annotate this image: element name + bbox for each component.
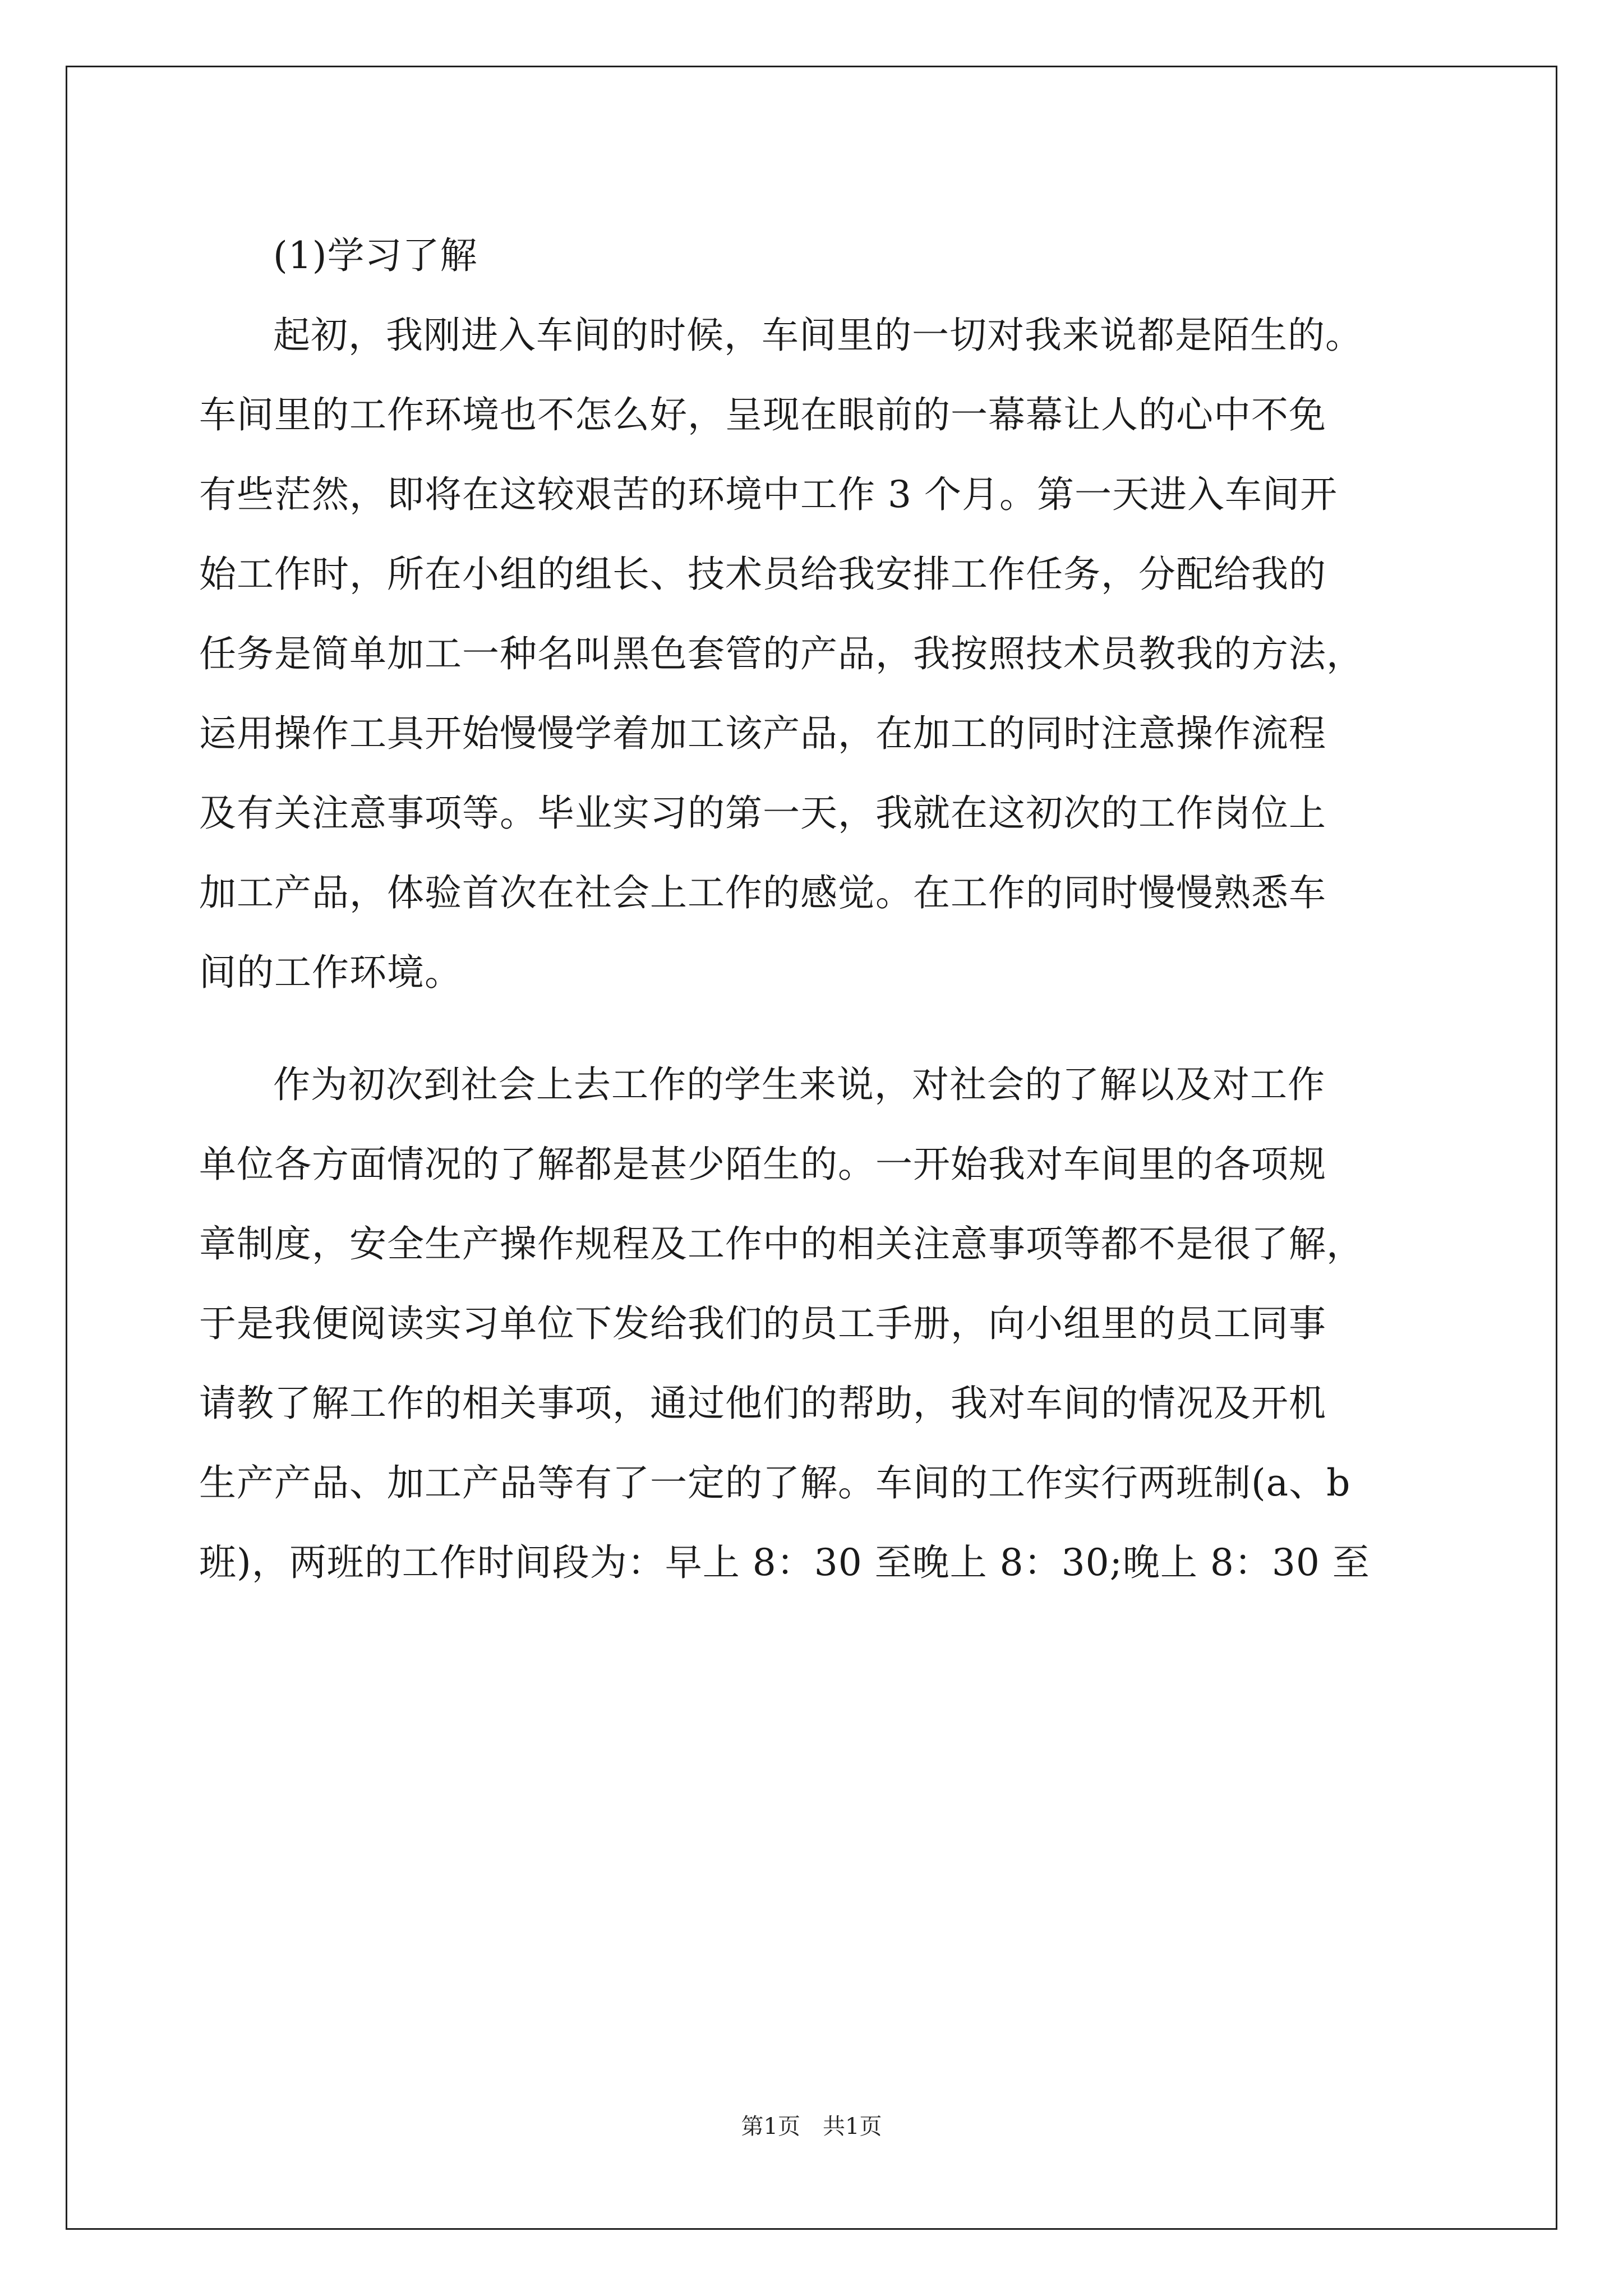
paragraph-line: 车间里的工作环境也不怎么好，呈现在眼前的一幕幕让人的心中不免 xyxy=(199,393,1326,436)
paragraph-2 xyxy=(199,1045,1433,1603)
paragraph-line: 于是我便阅读实习单位下发给我们的员工手册，向小组里的员工同事 xyxy=(199,1302,1326,1345)
paragraph-line: 请教了解工作的相关事项，通过他们的帮助，我对车间的情况及开机 xyxy=(199,1382,1326,1425)
document-body xyxy=(199,216,1433,1603)
page-footer xyxy=(0,2113,1623,2141)
paragraph-spacer xyxy=(199,1013,1433,1045)
page-number: 第1页 xyxy=(741,2114,800,2139)
paragraph-line: 加工产品，体验首次在社会上工作的感觉。在工作的同时慢慢熟悉车 xyxy=(199,871,1326,914)
paragraph-line: 作为初次到社会上去工作的学生来说，对社会的了解以及对工作 xyxy=(273,1063,1325,1106)
paragraph-line: 间的工作环境。 xyxy=(199,951,462,994)
paragraph-line: 班)，两班的工作时间段为：早上 8：30 至晚上 8：30;晚上 8：30 至 xyxy=(199,1541,1370,1584)
page-total: 共1页 xyxy=(823,2114,882,2139)
paragraph-line: 始工作时，所在小组的组长、技术员给我安排工作任务，分配给我的 xyxy=(199,553,1326,596)
paragraph-1 xyxy=(199,296,1433,1013)
section-heading: (1)学习了解 xyxy=(273,234,478,277)
paragraph-line: 起初，我刚进入车间的时候，车间里的一切对我来说都是陌生的。 xyxy=(273,314,1363,357)
paragraph-line: 生产产品、加工产品等有了一定的了解。车间的工作实行两班制(a、b xyxy=(199,1461,1351,1504)
paragraph-line: 任务是简单加工一种名叫黑色套管的产品，我按照技术员教我的方法， xyxy=(199,632,1364,675)
paragraph-line: 运用操作工具开始慢慢学着加工该产品，在加工的同时注意操作流程 xyxy=(199,712,1326,755)
paragraph-line: 及有关注意事项等。毕业实习的第一天，我就在这初次的工作岗位上 xyxy=(199,792,1326,835)
paragraph-line: 单位各方面情况的了解都是甚少陌生的。一开始我对车间里的各项规 xyxy=(199,1143,1326,1186)
paragraph-line: 章制度，安全生产操作规程及工作中的相关注意事项等都不是很了解， xyxy=(199,1222,1364,1266)
paragraph-line: 有些茫然，即将在这较艰苦的环境中工作 3 个月。第一天进入车间开 xyxy=(199,473,1338,516)
